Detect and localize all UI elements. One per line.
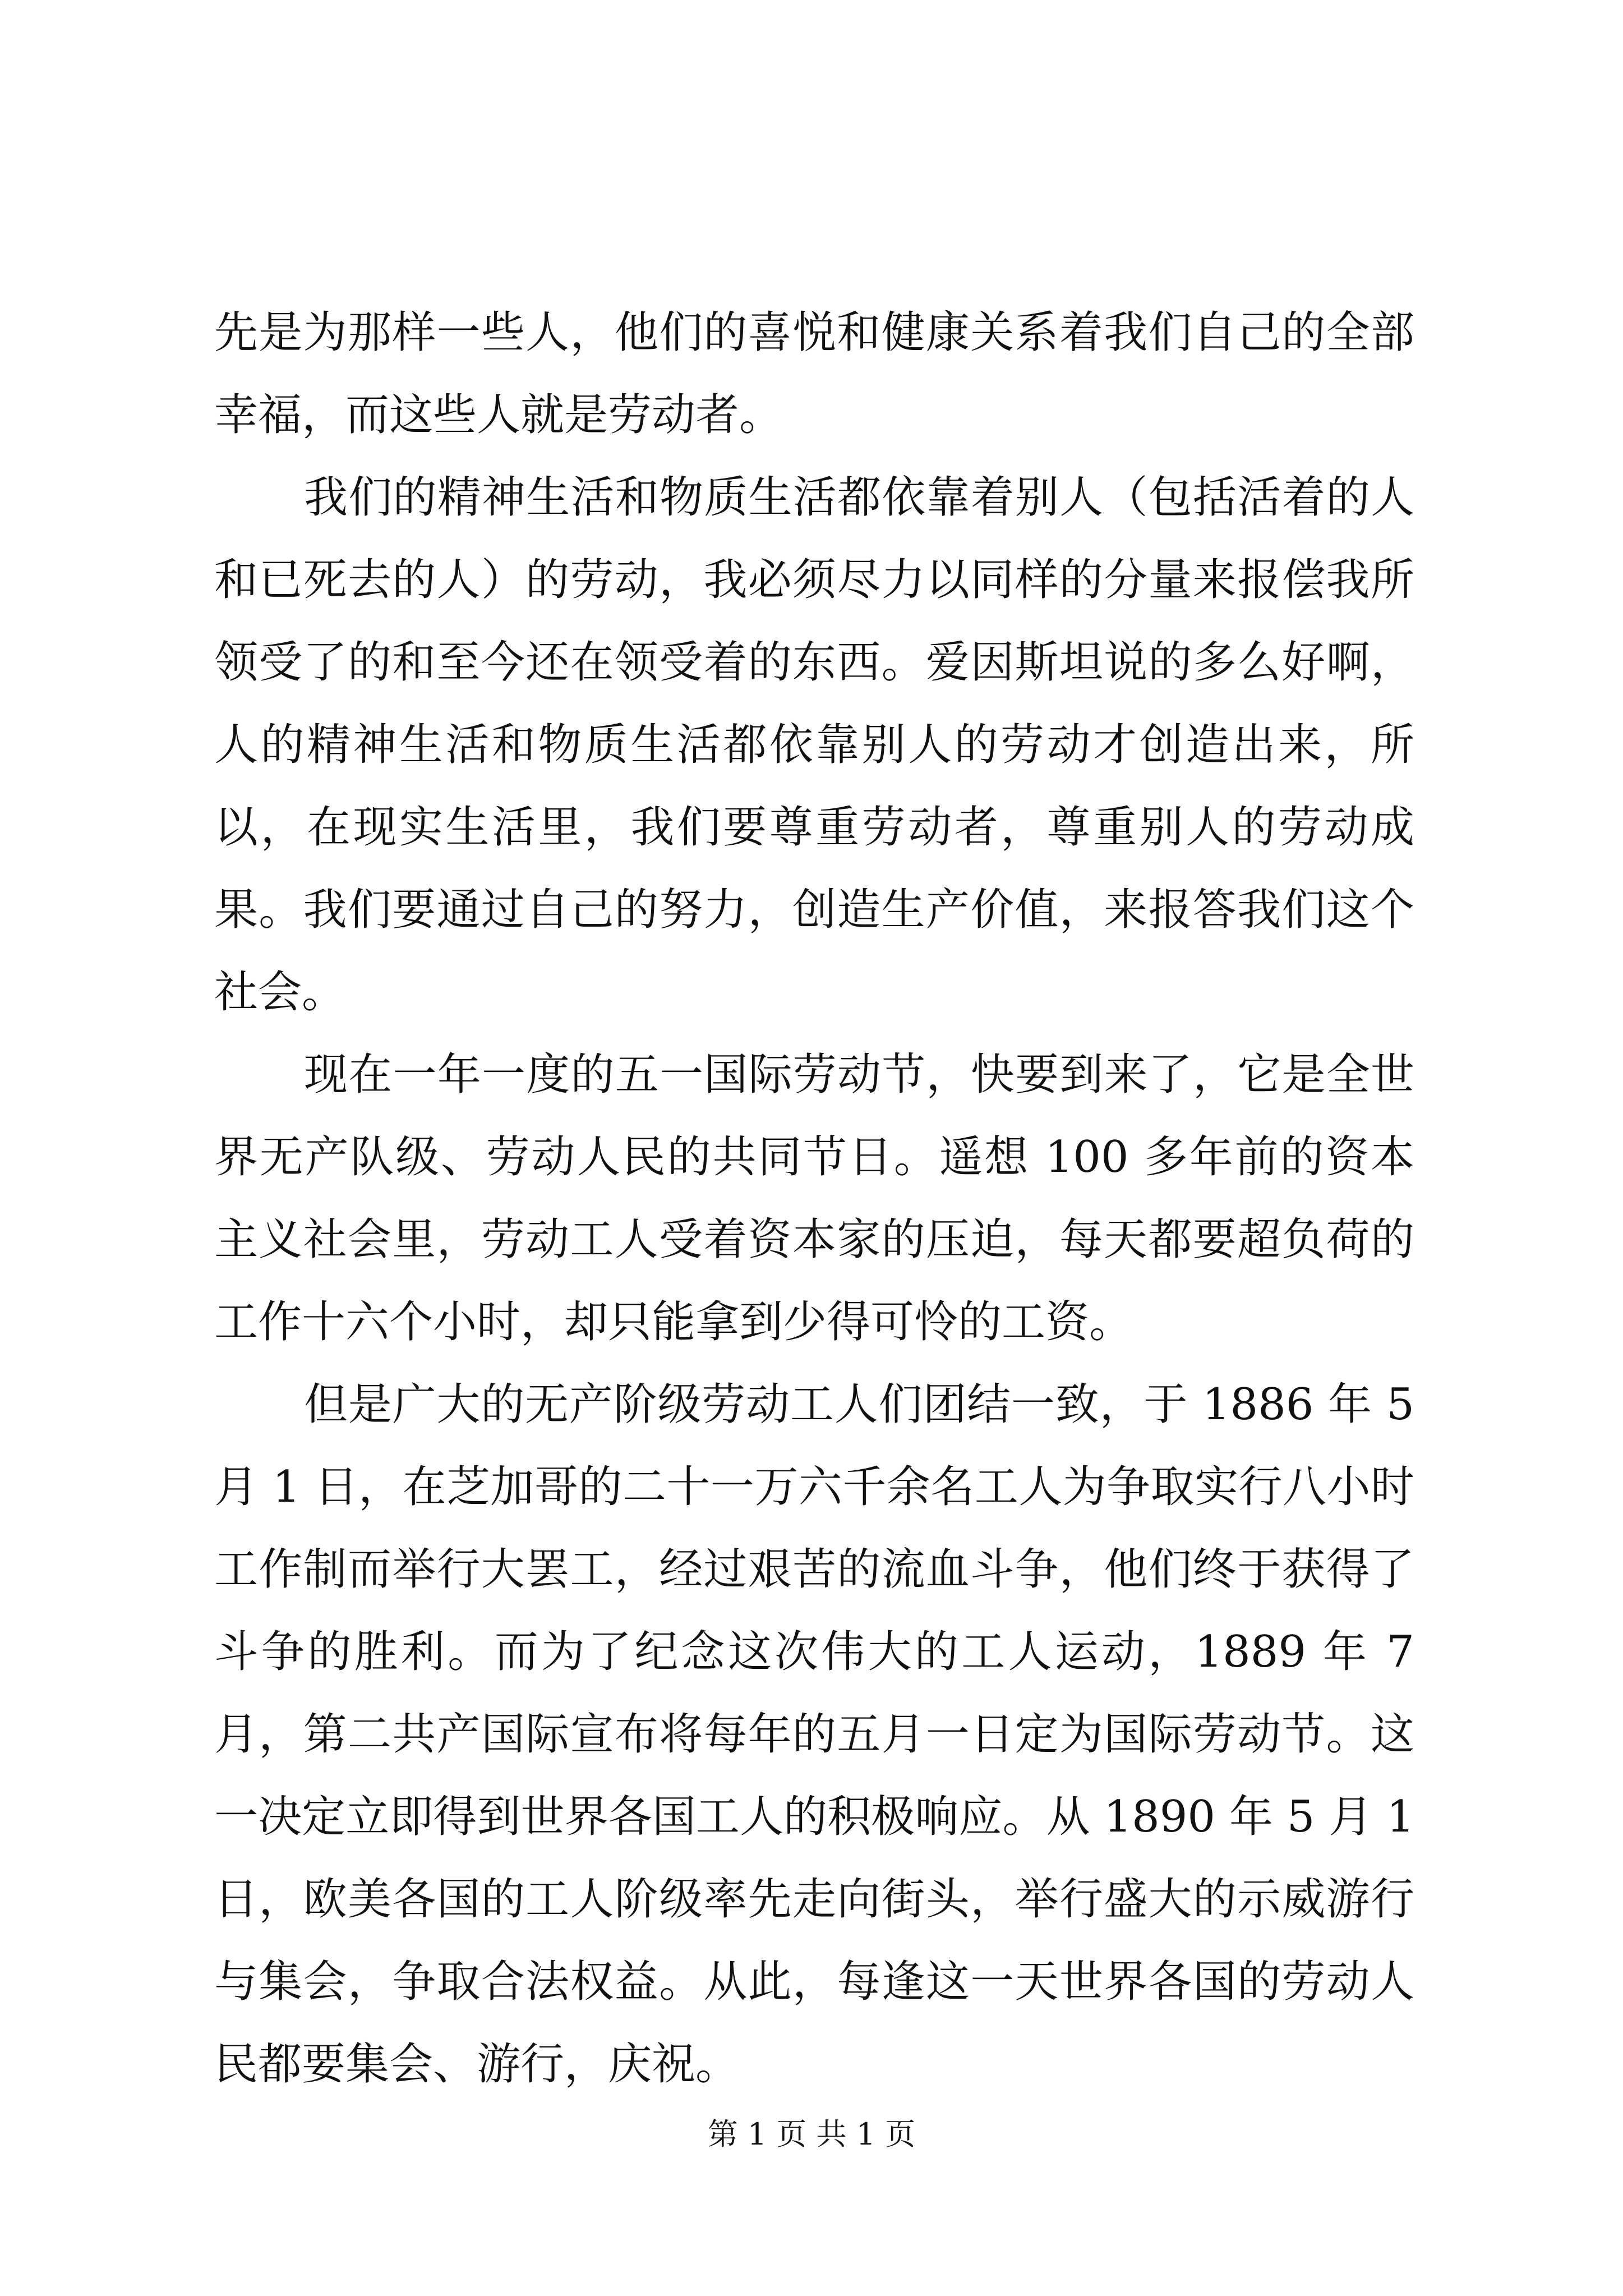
paragraph-2: 我们的精神生活和物质生活都依靠着别人（包括活着的人和已死去的人）的劳动，我必须尽力以同样的分量来报偿我所领受了的和至今还在领受着的东西。爱因斯坦说的多么好啊，人的精神生活和物质生活都依靠别人的劳动才创造出来，所以，在现实生活里，我们要尊重劳动者，尊重别人的劳动成果。我们要通过自己的努力，创造生产价值，来报答我们这个社会。 [214, 472, 1414, 1018]
page-footer: 第 1 页 共 1 页 [707, 2116, 916, 2152]
paragraph-1: 先是为那样一些人，他们的喜悦和健康关系着我们自己的全部幸福，而这些人就是劳动者。 [214, 307, 1414, 440]
paragraph-4: 但是广大的无产阶级劳动工人们团结一致，于 1886 年 5 月 1 日，在芝加哥的二十一万六千余名工人为争取实行八小时工作制而举行大罢工，经过艰苦的流血斗争，他们终于获得了斗争的胜利。而为了纪念这次伟大的工人运动，1889 年 7 月，第二共产国际宣布将每年的五月一日定为国际劳动节。这一决定立即得到世界各国工人的积极响应。从 1890 年 5 月 1 日，欧美各国的工人阶级率先走向街头，举行盛大的示威游行与集会，争取合法权益。从此，每逢这一天世界各国的劳动人民都要集会、游行，庆祝。 [214, 1379, 1414, 2090]
paragraph-3: 现在一年一度的五一国际劳动节，快要到来了，它是全世界无产队级、劳动人民的共同节日。遥想 100 多年前的资本主义社会里，劳动工人受着资本家的压迫，每天都要超负荷的工作十六个小时，却只能拿到少得可怜的工资。 [214, 1050, 1414, 1347]
document-body [214, 292, 1414, 2106]
